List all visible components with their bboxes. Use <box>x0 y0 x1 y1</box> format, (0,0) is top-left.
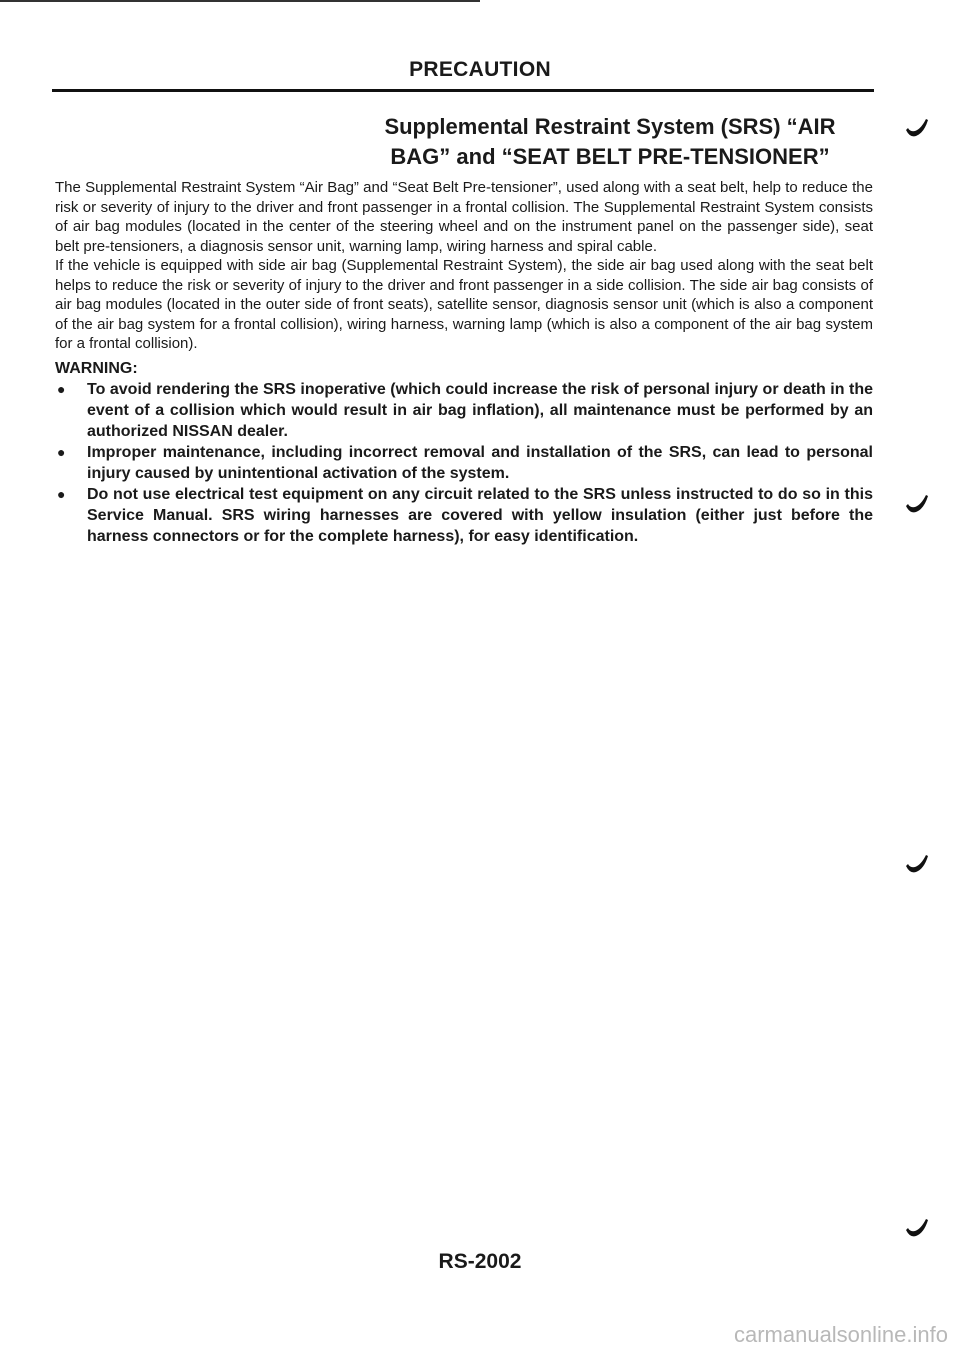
paragraph-1: The Supplemental Restraint System “Air Bag” and “Seat Belt Pre-tensioner”, used along with a seat belt, help to reduce the risk or severity of injury to the driver and front passenger in a frontal collision. The Supplemental Restraint System consists of air bag modules (located in the center of the steering wheel and on the instrument panel on the passenger side), seat belt pre-tensioners, a diagnosis sensor unit, warning lamp, wiring harness and spiral cable. <box>55 179 873 255</box>
check-mark-icon <box>904 494 930 516</box>
section-title-line1: Supplemental Restraint System (SRS) “AIR <box>384 114 836 139</box>
watermark: carmanualsonline.info <box>733 1322 948 1347</box>
top-rule <box>0 0 480 2</box>
bullet-icon: ● <box>57 381 66 397</box>
body-text <box>55 178 873 547</box>
bullet-icon: ● <box>57 444 66 460</box>
warning-item <box>55 484 873 547</box>
section-title-line2: BAG” and “SEAT BELT PRE-TENSIONER” <box>390 144 830 169</box>
warning-label: WARNING: <box>55 359 138 377</box>
header-rule <box>52 89 874 92</box>
warning-item <box>55 442 873 484</box>
bullet-icon: ● <box>57 486 66 502</box>
warning-list <box>55 379 873 547</box>
page-number: RS-2002 <box>438 1250 522 1273</box>
warning-text: Improper maintenance, including incorrect removal and installation of the SRS, can lead to personal injury caused by unintentional activation of the system. <box>87 444 873 482</box>
warning-text: Do not use electrical test equipment on any circuit related to the SRS unless instructed to do so in this Service Manual. SRS wiring harnesses are covered with yellow insulation (either just before the harness connectors or for the complete harness), for easy identification. <box>87 486 873 545</box>
check-mark-icon <box>904 118 930 140</box>
warning-item <box>55 379 873 442</box>
page-header: PRECAUTION <box>409 58 551 81</box>
check-mark-icon <box>904 1218 930 1240</box>
section-title <box>330 112 890 172</box>
check-mark-icon <box>904 854 930 876</box>
warning-text: To avoid rendering the SRS inoperative (which could increase the risk of personal injury or death in the event of a collision which would result in air bag inflation), all maintenance must be performed by an authorized NISSAN dealer. <box>87 381 873 440</box>
paragraph-2: If the vehicle is equipped with side air bag (Supplemental Restraint System), the side air bag used along with the seat belt helps to reduce the risk or severity of injury to the driver and front passenger in a side collision. The side air bag consists of air bag modules (located in the outer side of front seats), satellite sensor, diagnosis sensor unit (which is also a component of the air bag system for a frontal collision), wiring harness, warning lamp (which is also a component of the air bag system for a frontal collision). <box>55 257 873 352</box>
